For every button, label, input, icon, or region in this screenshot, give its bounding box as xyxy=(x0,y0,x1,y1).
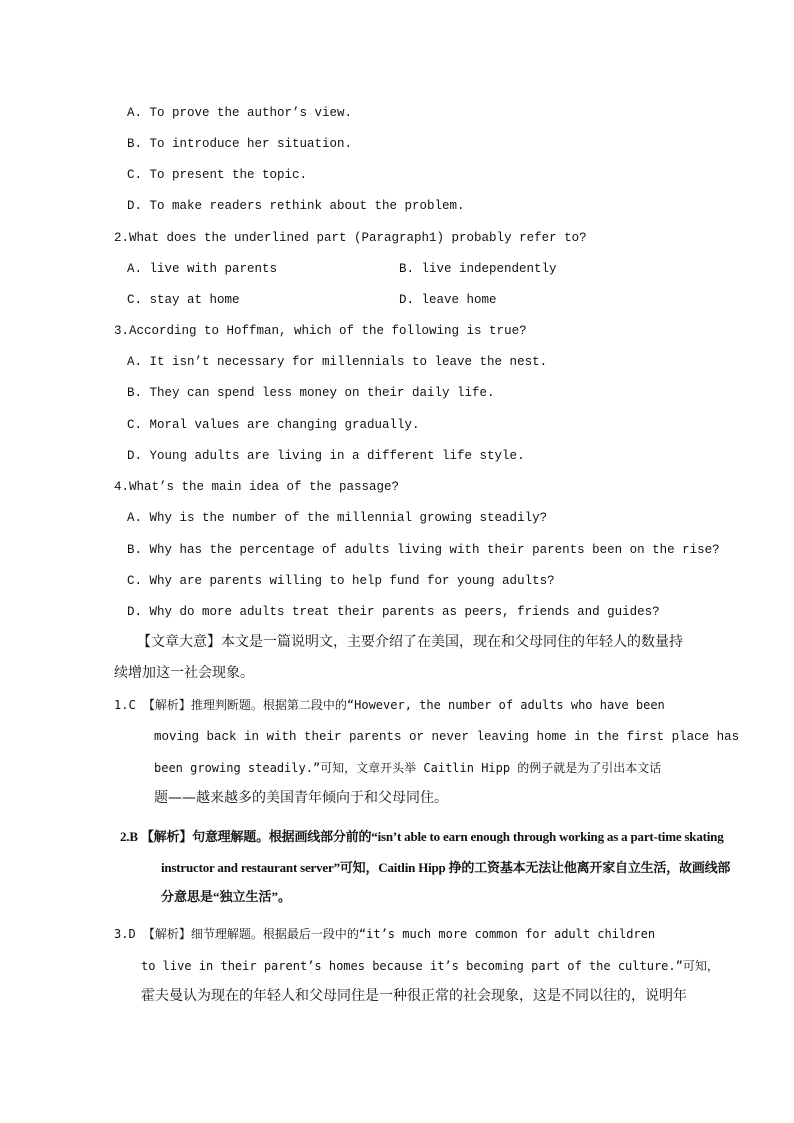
answer-2-line-1: 2.B 【解析】句意理解题。根据画线部分前的“isn’t able to earn enough through working as a part-time skating xyxy=(120,829,724,844)
summary-line-2: 续增加这一社会现象。 xyxy=(114,665,254,681)
answer-1-line-3: been growing steadily.”可知，文章开头举 Caitlin Hipp 的例子就是为了引出本文话 xyxy=(154,761,662,775)
answer-1-line-2: moving back in with their parents or never leaving home in the first place has xyxy=(154,730,740,744)
q2-option-a: A. live with parents xyxy=(127,262,278,276)
q1-option-a: A. To prove the author’s view. xyxy=(127,106,353,120)
answer-3-line-2: to live in their parent’s homes because it’s becoming part of the culture.”可知， xyxy=(141,959,719,973)
q3-option-c: C. Moral values are changing gradually. xyxy=(127,418,420,432)
q2-option-b: B. live independently xyxy=(399,262,557,276)
answer-2-line-2: instructor and restaurant server”可知，Caitlin Hipp 挣的工资基本无法让他离开家自立生活，故画线部 xyxy=(161,860,731,875)
q4-option-c: C. Why are parents willing to help fund for young adults? xyxy=(127,574,555,588)
q1-option-c: C. To present the topic. xyxy=(127,168,308,182)
q3-option-b: B. They can spend less money on their daily life. xyxy=(127,386,495,400)
q2-option-c: C. stay at home xyxy=(127,293,240,307)
q2-option-d: D. leave home xyxy=(399,293,497,307)
q3-stem: 3.According to Hoffman, which of the following is true? xyxy=(114,324,527,338)
answer-3-line-3: 霍夫曼认为现在的年轻人和父母同住是一种很正常的社会现象，这是不同以往的，说明年 xyxy=(141,988,687,1004)
answer-2-line-3: 分意思是“独立生活”。 xyxy=(161,889,292,904)
q4-option-d: D. Why do more adults treat their parents as peers, friends and guides? xyxy=(127,605,660,619)
q4-option-a: A. Why is the number of the millennial growing steadily? xyxy=(127,511,548,525)
q4-option-b: B. Why has the percentage of adults living with their parents been on the rise? xyxy=(127,543,720,557)
q1-option-d: D. To make readers rethink about the problem. xyxy=(127,199,465,213)
answer-1-line-4: 题——越来越多的美国青年倾向于和父母同住。 xyxy=(154,790,448,806)
q3-option-a: A. It isn’t necessary for millennials to leave the nest. xyxy=(127,355,548,369)
q4-stem: 4.What’s the main idea of the passage? xyxy=(114,480,400,494)
summary-line-1: 【文章大意】本文是一篇说明文，主要介绍了在美国，现在和父母同住的年轻人的数量持 xyxy=(137,634,683,650)
answer-3-line-1: 3.D 【解析】细节理解题。根据最后一段中的“it’s much more common for adult children xyxy=(114,927,656,941)
q2-stem: 2.What does the underlined part (Paragraph1) probably refer to? xyxy=(114,231,587,245)
answer-1-line-1: 1.C 【解析】推理判断题。根据第二段中的“However, the number of adults who have been xyxy=(114,698,665,712)
q1-option-b: B. To introduce her situation. xyxy=(127,137,353,151)
q3-option-d: D. Young adults are living in a different life style. xyxy=(127,449,525,463)
